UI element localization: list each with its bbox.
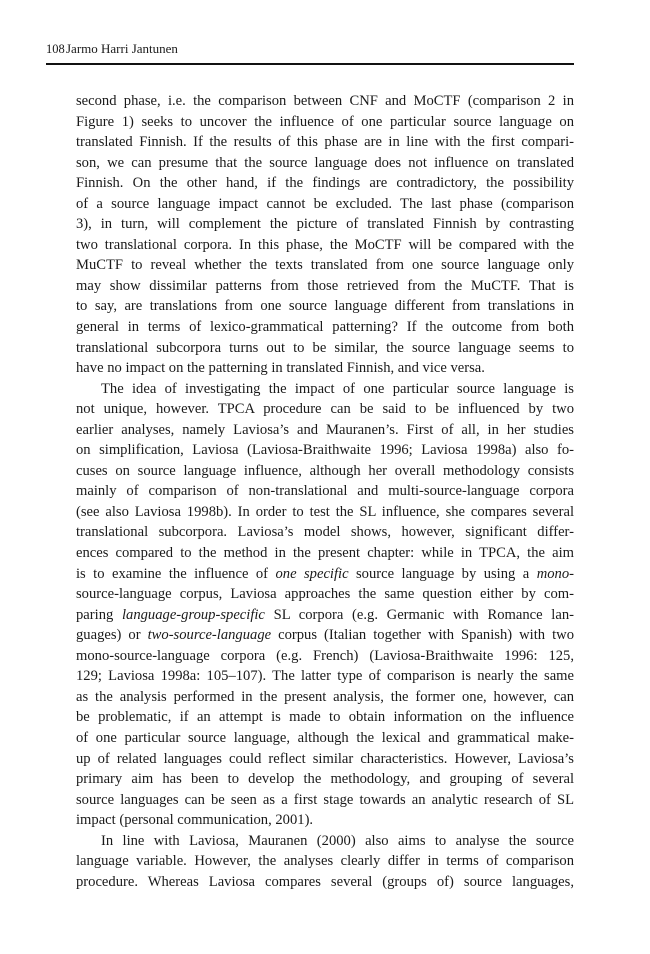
paragraph	[76, 379, 574, 831]
text-line: be problematic, if an attempt is made to obtain information on the influence	[76, 709, 574, 726]
text-line: cuses on source language influence, although her overall methodology consists	[76, 462, 574, 479]
text-line: mono-source-language corpora (e.g. French) (Laviosa-Braithwaite 1996: 125,	[76, 647, 574, 664]
text-line: up of related languages could reflect similar characteristics. However, Laviosa’s	[76, 750, 574, 767]
text-line: language variable. However, the analyses clearly differ in terms of comparison	[76, 853, 574, 870]
text-line: In line with Laviosa, Mauranen (2000) also aims to analyse the source	[101, 832, 574, 849]
text-line: impact (personal communication, 2001).	[76, 812, 314, 829]
text-segment: paring	[76, 606, 122, 623]
text-line: two translational corpora. In this phase, the MoCTF will be compared with the	[76, 236, 574, 253]
text-line: mainly of comparison of non-translational and multi-source-language corpora	[76, 483, 574, 500]
italic-emphasis: mono-	[536, 565, 574, 582]
text-line: ences compared to the method in the present chapter: while in TPCA, the aim	[76, 545, 574, 562]
text-line: son, we can presume that the source language does not influence on translated	[76, 154, 574, 171]
text-line: translational subcorpora turns out to be similar, the source language seems to	[76, 339, 574, 356]
italic-emphasis: one specific	[275, 565, 349, 582]
text-line: as the analysis performed in the present analysis, the former one, however, can	[76, 688, 574, 705]
text-line	[76, 564, 574, 585]
text-line: may show dissimilar patterns from those retrieved from the MuCTF. That is	[76, 277, 574, 294]
text-line	[76, 625, 574, 646]
running-head-author: Jarmo Harri Jantunen	[66, 41, 178, 56]
text-line: general in terms of lexico-grammatical patterning? If the outcome from both	[76, 319, 574, 336]
text-line: translated Finnish. If the results of this phase are in line with the first compari-	[76, 134, 574, 151]
text-line: MuCTF to reveal whether the texts translated from one source language only	[76, 257, 574, 274]
text-line	[76, 605, 574, 626]
italic-emphasis: language-group-specific	[121, 606, 265, 623]
running-head	[46, 41, 574, 57]
text-line: source-language corpus, Laviosa approaches the same question either by com-	[76, 586, 574, 603]
text-segment: source language by using a	[348, 565, 537, 582]
header-rule	[46, 63, 574, 65]
paragraph	[76, 831, 574, 893]
text-segment: guages) or	[76, 627, 148, 644]
text-line: 129; Laviosa 1998a: 105–107). The latter type of comparison is nearly the same	[76, 668, 574, 685]
text-segment: corpus (Italian together with Spanish) with two	[271, 627, 574, 644]
text-segment: is to examine the influence of	[76, 565, 276, 582]
text-line: have no impact on the patterning in translated Finnish, and vice versa.	[76, 360, 485, 377]
text-line: (see also Laviosa 1998b). In order to test the SL influence, she compares several	[76, 503, 574, 520]
text-line: Figure 1) seeks to uncover the influence of one particular source language on	[76, 113, 574, 130]
text-line: procedure. Whereas Laviosa compares several (groups of) source languages,	[76, 873, 574, 890]
text-line: not unique, however. TPCA procedure can be said to be influenced by two	[76, 401, 574, 418]
text-line: second phase, i.e. the comparison between CNF and MoCTF (comparison 2 in	[76, 93, 574, 109]
text-line: 3), in turn, will complement the picture of translated Finnish by contrasting	[76, 216, 574, 233]
body-text	[76, 91, 574, 892]
text-line: primary aim has been to develop the methodology, and grouping of several	[76, 771, 574, 788]
text-line: to say, are translations from one source language different from translations in	[76, 298, 574, 315]
text-line: on simplification, Laviosa (Laviosa-Braithwaite 1996; Laviosa 1998a) also fo-	[76, 442, 574, 459]
italic-emphasis: two-source-language	[147, 627, 272, 644]
text-segment: SL corpora (e.g. Germanic with Romance lan-	[264, 606, 574, 623]
text-line: translational subcorpora. Laviosa’s model shows, however, significant differ-	[76, 524, 574, 541]
text-line: earlier analyses, namely Laviosa’s and Mauranen’s. First of all, in her studies	[76, 421, 574, 438]
text-line: of one particular source language, although the lexical and grammatical make-	[76, 729, 574, 746]
text-line: Finnish. On the other hand, if the findings are contradictory, the possibility	[76, 175, 574, 192]
text-line: of a source language impact cannot be excluded. The last phase (comparison	[76, 195, 574, 212]
text-line: source languages can be seen as a first stage towards an analytic research of SL	[76, 791, 574, 808]
paragraph	[76, 91, 574, 379]
text-line: The idea of investigating the impact of one particular source language is	[101, 380, 574, 397]
page-number: 108	[46, 42, 65, 56]
